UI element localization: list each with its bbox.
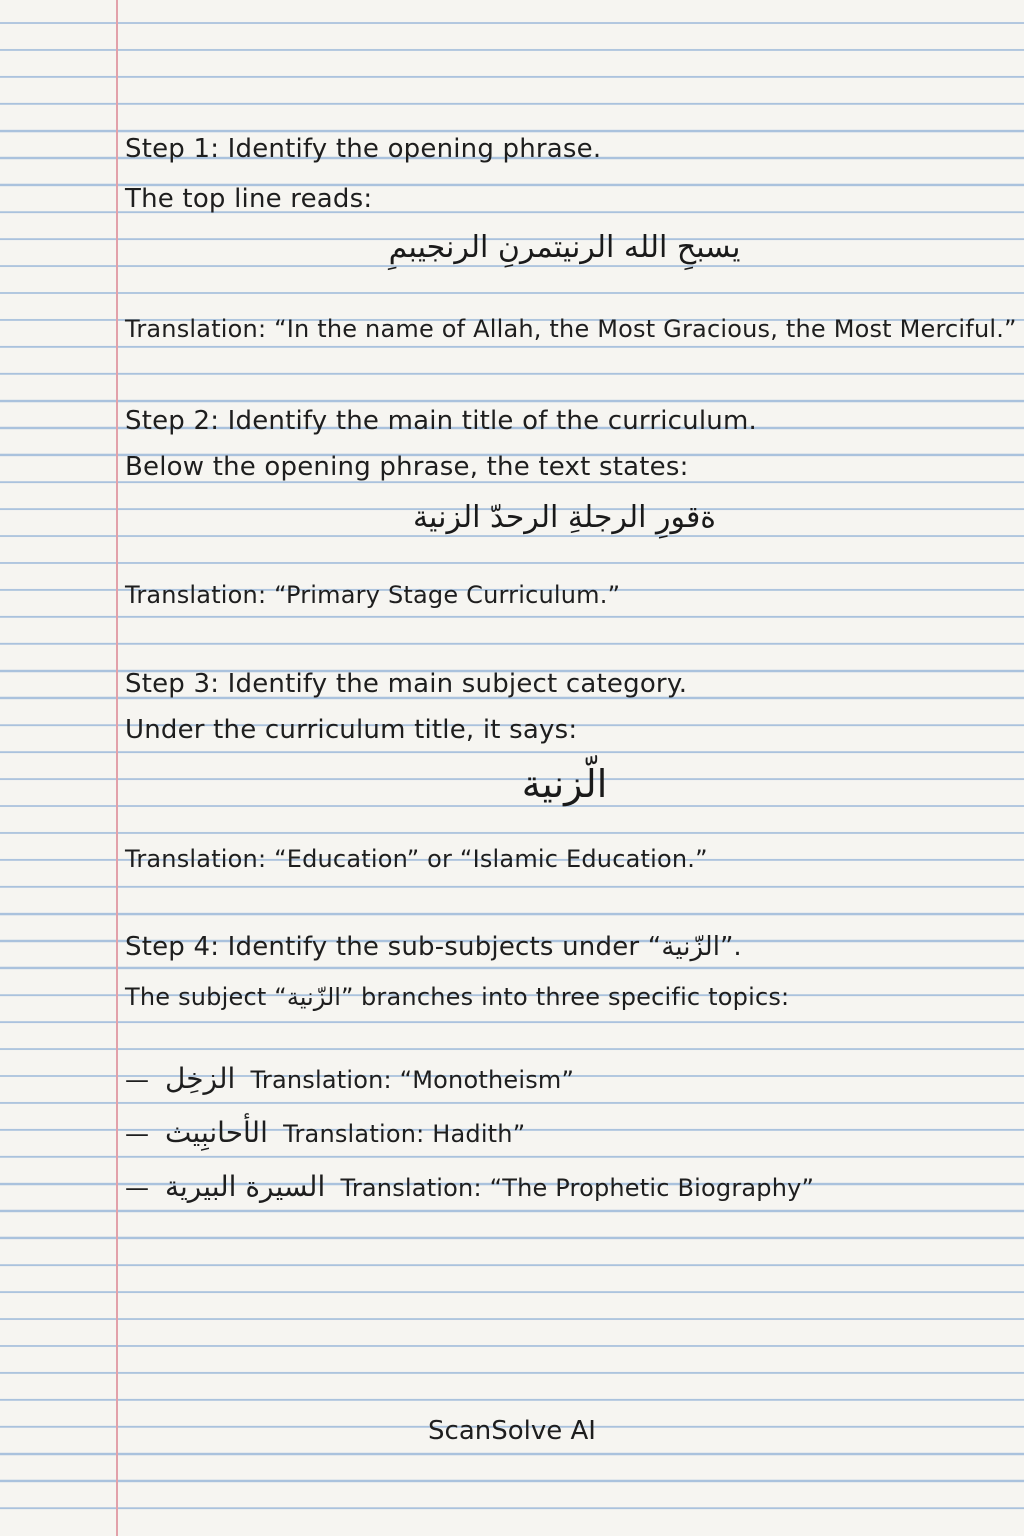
step-3-arabic: الّزنية — [521, 762, 608, 806]
list-dash: — — [125, 1120, 150, 1148]
step-4-heading-suffix: ”. — [719, 932, 742, 962]
step-3-intro: Under the curriculum title, it says: — [125, 715, 578, 745]
footer-brand: ScanSolve AI — [428, 1416, 596, 1446]
step-1-intro: The top line reads: — [125, 184, 373, 214]
list-dash: — — [125, 1066, 150, 1094]
step-4-heading-prefix: Step 4: Identify the sub-subjects under “ — [125, 932, 662, 962]
step-4-intro-arabic: الزّنية — [286, 983, 341, 1011]
step-3-translation: Translation: “Education” or “Islamic Education.” — [125, 845, 708, 873]
topic-arabic: الأحانبِيث — [165, 1116, 268, 1149]
step-4-heading — [125, 930, 742, 964]
list-item — [125, 1116, 525, 1151]
step-2-translation: Translation: “Primary Stage Curriculum.” — [125, 581, 621, 609]
step-1-heading: Step 1: Identify the opening phrase. — [125, 134, 602, 164]
step-4-heading-arabic: الزّنية — [661, 932, 720, 962]
step-1-translation: Translation: “In the name of Allah, the Most Gracious, the Most Merciful.” — [125, 315, 1017, 343]
margin-line — [116, 0, 118, 1536]
step-4-intro — [125, 980, 789, 1014]
topic-translation: Translation: “Monotheism” — [250, 1066, 575, 1094]
list-item — [125, 1170, 814, 1205]
list-item — [125, 1062, 574, 1097]
step-4-intro-prefix: The subject “ — [125, 983, 287, 1011]
topic-arabic: السيرة البيرية — [165, 1170, 326, 1203]
topic-translation: Translation: “The Prophetic Biography” — [340, 1174, 815, 1202]
step-2-arabic: ةقورِ الرجلةِ الرحدّ الزنية — [412, 500, 717, 535]
step-2-intro: Below the opening phrase, the text states: — [125, 452, 689, 482]
step-1-arabic: يسبحِ الله الرنيتمرنِ الرنجيبمِ — [388, 230, 741, 265]
step-4-intro-suffix: ” branches into three specific topics: — [340, 983, 790, 1011]
topic-arabic: الزخِل — [165, 1062, 236, 1095]
step-3-heading: Step 3: Identify the main subject category. — [125, 669, 688, 699]
list-dash: — — [125, 1174, 150, 1202]
step-2-heading: Step 2: Identify the main title of the curriculum. — [125, 406, 757, 436]
topic-translation: Translation: Hadith” — [283, 1120, 526, 1148]
